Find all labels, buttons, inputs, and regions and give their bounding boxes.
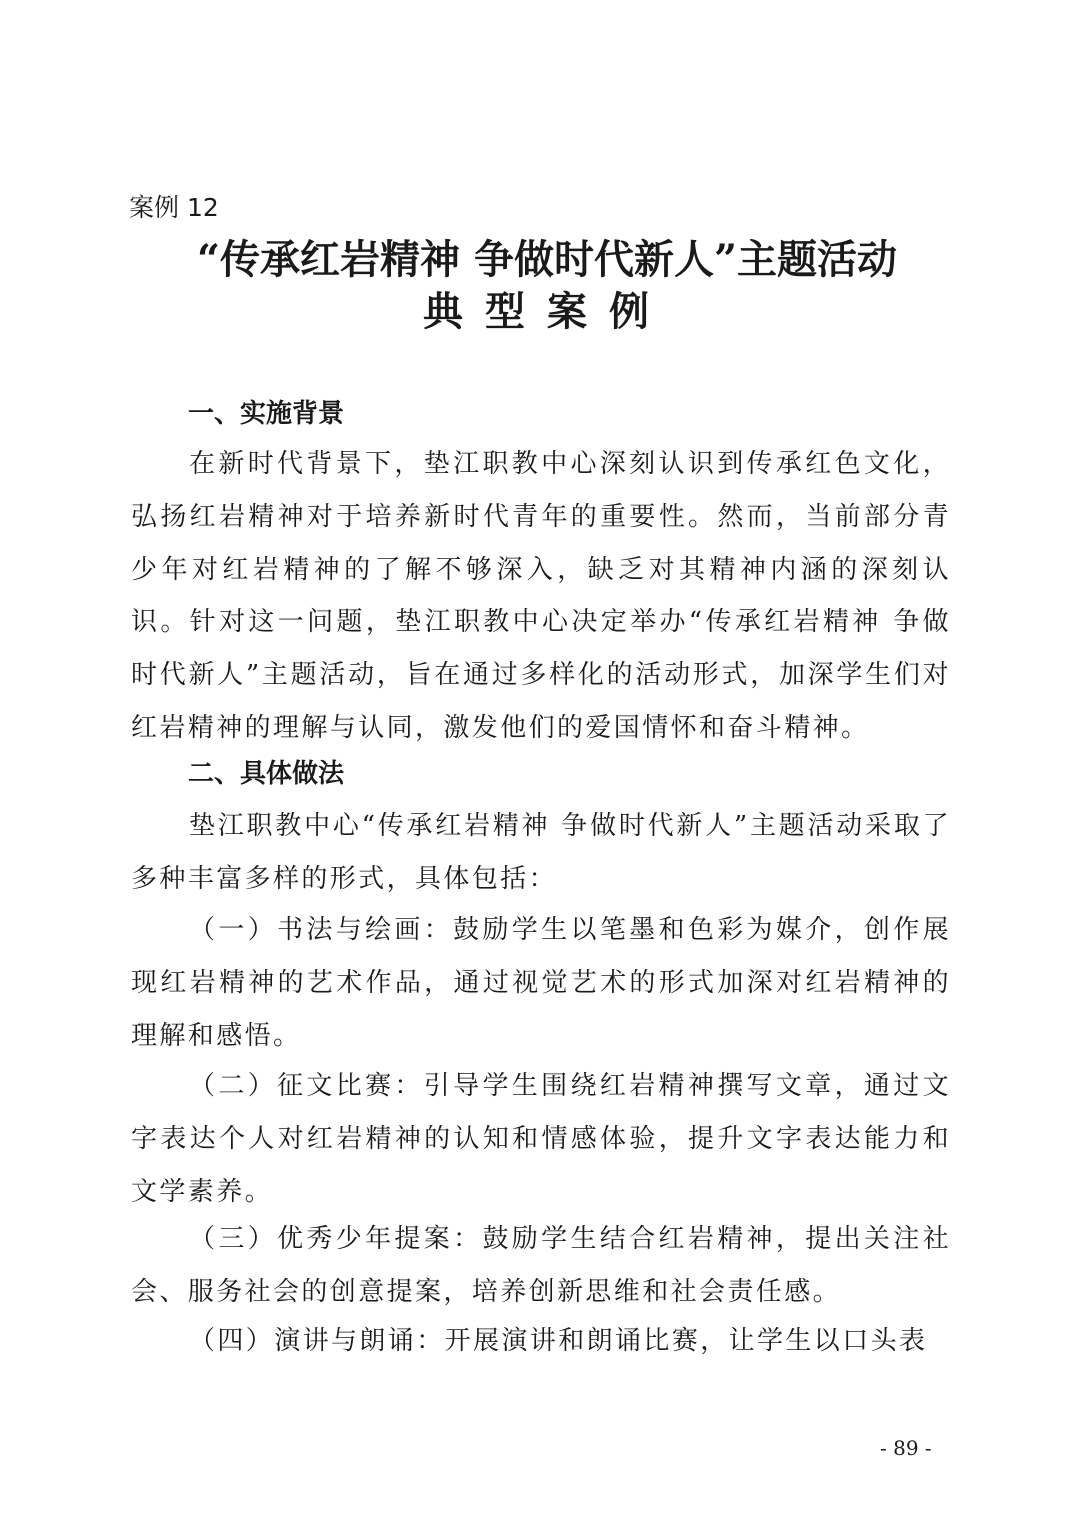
list-item-essay: （二）征文比赛：引导学生围绕红岩精神撰写文章，通过文字表达个人对红岩精神的认知和情感体验，提升文字表达能力和文学素养。: [131, 1071, 951, 1207]
paragraph-practice-intro: 垫江职教中心“传承红岩精神 争做时代新人”主题活动采取了多种丰富多样的形式，具体包括：: [131, 811, 951, 894]
section-heading-background: 一、实施背景: [188, 399, 345, 429]
list-item-calligraphy: （一）书法与绘画：鼓励学生以笔墨和色彩为媒介，创作展现红岩精神的艺术作品，通过视觉艺术的形式加深对红岩精神的理解和感悟。: [131, 915, 951, 1051]
list-item-proposal: （三）优秀少年提案：鼓励学生结合红岩精神，提出关注社会、服务社会的创意提案，培养创新思维和社会责任感。: [131, 1224, 951, 1307]
paragraph-background: 在新时代背景下，垫江职教中心深刻认识到传承红色文化，弘扬红岩精神对于培养新时代青年的重要性。然而，当前部分青少年对红岩精神的了解不够深入，缺乏对其精神内涵的深刻认识。针对这一问题，垫江职教中心决定举办“传承红岩精神 争做时代新人”主题活动，旨在通过多样化的活动形式，加深学生们对红岩精神的理解与认同，激发他们的爱国情怀和奋斗精神。: [131, 449, 951, 743]
section-heading-practice: 二、具体做法: [188, 759, 345, 789]
document-subtitle: 典型案例: [423, 288, 671, 335]
page-number: - 89 -: [880, 1436, 932, 1460]
document-title: “传承红岩精神 争做时代新人”主题活动: [197, 236, 897, 283]
case-label: 案例 12: [129, 193, 219, 222]
list-item-speech: （四）演讲与朗诵：开展演讲和朗诵比赛，让学生以口头表: [189, 1326, 928, 1356]
